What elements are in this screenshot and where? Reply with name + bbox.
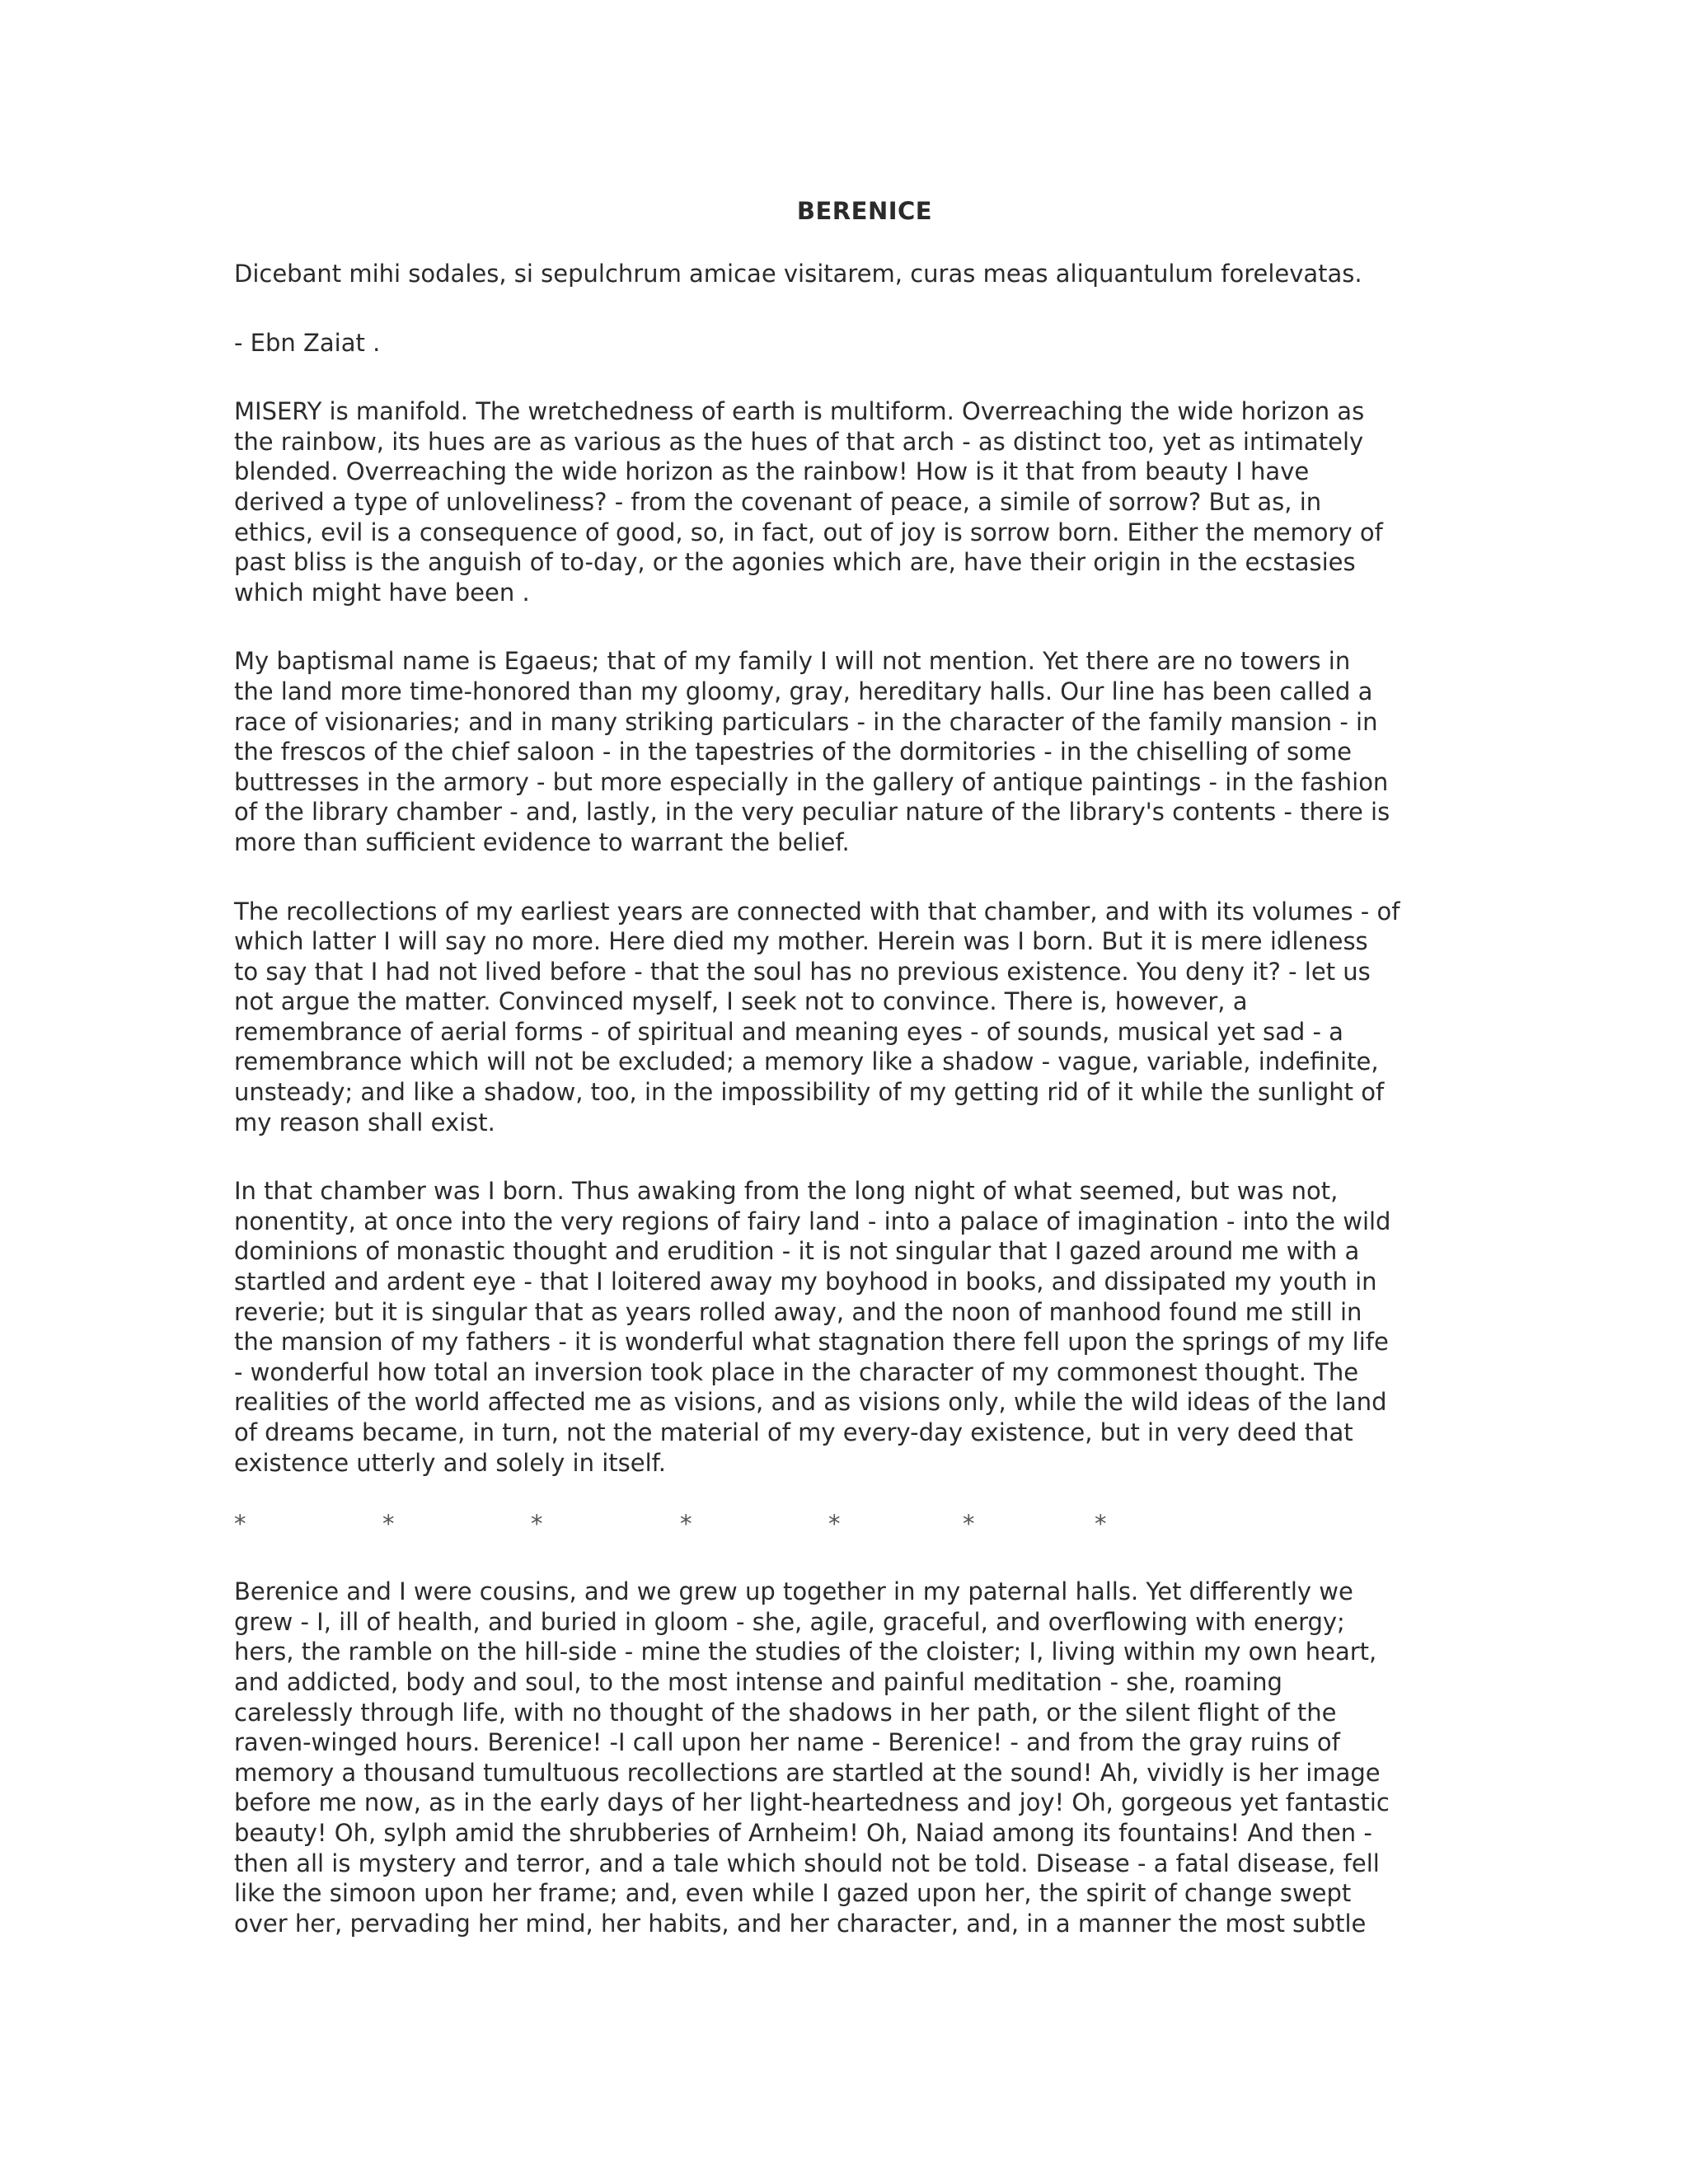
text-line: to say that I had not lived before - that the soul has no previous existence. You deny it? - let us [234, 957, 1371, 986]
separator-star: * [828, 1510, 841, 1539]
text-line: the frescos of the chief saloon - in the tapestries of the dormitories - in the chiselling of some [234, 738, 1352, 766]
text-line: before me now, as in the early days of her light-heartedness and joy! Oh, gorgeous yet fantastic [234, 1788, 1390, 1817]
text-line: Berenice and I were cousins, and we grew up together in my paternal halls. Yet differently we [234, 1577, 1353, 1606]
text-line: In that chamber was I born. Thus awaking from the long night of what seemed, but was not, [234, 1177, 1339, 1206]
text-line: of dreams became, in turn, not the material of my every-day existence, but in very deed that [234, 1418, 1353, 1446]
text-line: remembrance of aerial forms - of spiritual and meaning eyes - of sounds, musical yet sad - a [234, 1017, 1343, 1046]
text-line: which might have been . [234, 578, 530, 607]
text-line: - wonderful how total an inversion took place in the character of my commonest thought. The [234, 1357, 1359, 1386]
separator-star: * [680, 1510, 692, 1539]
text-line: raven-winged hours. Berenice! -I call upon her name - Berenice! - and from the gray ruins of [234, 1728, 1340, 1757]
text-line: of the library chamber - and, lastly, in the very peculiar nature of the library's contents - there is [234, 798, 1390, 827]
text-line: reverie; but it is singular that as years rolled away, and the noon of manhood found me still in [234, 1297, 1362, 1326]
text-line: nonentity, at once into the very regions of fairy land - into a palace of imagination - into the wild [234, 1207, 1391, 1235]
epigraph: Dicebant mihi sodales, si sepulchrum amicae visitarem, curas meas aliquantulum forelevatas. [234, 260, 1362, 288]
text-line: the rainbow, its hues are as various as the hues of that arch - as distinct too, yet as intimately [234, 427, 1364, 456]
text-line: The recollections of my earliest years are connected with that chamber, and with its volumes - of [234, 897, 1400, 926]
separator-star: * [382, 1510, 395, 1539]
separator-star: * [531, 1510, 543, 1539]
separator-star: * [963, 1510, 975, 1539]
text-line: grew - I, ill of health, and buried in gloom - she, agile, graceful, and overflowing with energy; [234, 1607, 1345, 1636]
text-line: memory a thousand tumultuous recollections are startled at the sound! Ah, vividly is her image [234, 1758, 1381, 1787]
text-line: over her, pervading her mind, her habits, and her character, and, in a manner the most subtle [234, 1909, 1367, 1938]
text-line: dominions of monastic thought and erudition - it is not singular that I gazed around me with a [234, 1237, 1360, 1266]
text-line: and addicted, body and soul, to the most intense and painful meditation - she, roaming [234, 1667, 1282, 1696]
document-title: BERENICE [796, 197, 933, 225]
text-line: MISERY is manifold. The wretchedness of earth is multiform. Overreaching the wide horizon as [234, 397, 1365, 426]
paragraph [234, 396, 1470, 607]
paragraph [234, 1176, 1470, 1478]
separator-star: * [1095, 1510, 1107, 1539]
document-page [234, 191, 1470, 1977]
text-line: ethics, evil is a consequence of good, so, in fact, out of joy is sorrow born. Either the memory of [234, 518, 1383, 546]
text-line: which latter I will say no more. Here died my mother. Herein was I born. But it is mere idleness [234, 927, 1368, 956]
text-line: past bliss is the anguish of to-day, or the agonies which are, have their origin in the ecstasies [234, 548, 1356, 577]
text-line: beauty! Oh, sylph amid the shrubberies of Arnheim! Oh, Naiad among its fountains! And then - [234, 1818, 1372, 1847]
paragraph [234, 646, 1470, 857]
text-line: the mansion of my fathers - it is wonderful what stagnation there fell upon the springs of my life [234, 1328, 1389, 1357]
paragraph [234, 897, 1470, 1138]
text-line: the land more time-honored than my gloomy, gray, hereditary halls. Our line has been called a [234, 677, 1373, 705]
text-line: more than sufficient evidence to warrant the belief. [234, 827, 850, 856]
text-line: blended. Overreaching the wide horizon as the rainbow! How is it that from beauty I have [234, 457, 1310, 486]
text-line: race of visionaries; and in many striking particulars - in the character of the family mansion - in [234, 707, 1378, 736]
paragraph-berenice [234, 1577, 1470, 1938]
text-line: not argue the matter. Convinced myself, I seek not to convince. There is, however, a [234, 987, 1248, 1016]
text-line: buttresses in the armory - but more especially in the gallery of antique paintings - in the fashion [234, 767, 1389, 796]
text-line: startled and ardent eye - that I loitered away my boyhood in books, and dissipated my youth in [234, 1268, 1377, 1296]
body-paragraphs [234, 396, 1470, 1478]
separator-star: * [234, 1510, 246, 1539]
text-line: realities of the world affected me as visions, and as visions only, while the wild ideas of the land [234, 1388, 1387, 1417]
text-line: like the simoon upon her frame; and, even while I gazed upon her, the spirit of change swept [234, 1879, 1352, 1908]
text-line: hers, the ramble on the hill-side - mine the studies of the cloister; I, living within my own heart, [234, 1638, 1377, 1666]
attribution: - Ebn Zaiat . [234, 328, 381, 357]
text-line: existence utterly and solely in itself. [234, 1448, 666, 1477]
text-line: unsteady; and like a shadow, too, in the impossibility of my getting rid of it while the sunlight of [234, 1078, 1385, 1107]
text-line: then all is mystery and terror, and a tale which should not be told. Disease - a fatal disease, fell [234, 1849, 1380, 1877]
text-line: carelessly through life, with no thought of the shadows in her path, or the silent flight of the [234, 1698, 1337, 1727]
text-line: remembrance which will not be excluded; a memory like a shadow - vague, variable, indefinite, [234, 1047, 1379, 1076]
text-line: my reason shall exist. [234, 1108, 495, 1137]
text-line: My baptismal name is Egaeus; that of my family I will not mention. Yet there are no towers in [234, 647, 1351, 676]
text-line: derived a type of unloveliness? - from the covenant of peace, a simile of sorrow? But as, in [234, 487, 1322, 516]
section-separator [234, 1510, 1470, 1540]
